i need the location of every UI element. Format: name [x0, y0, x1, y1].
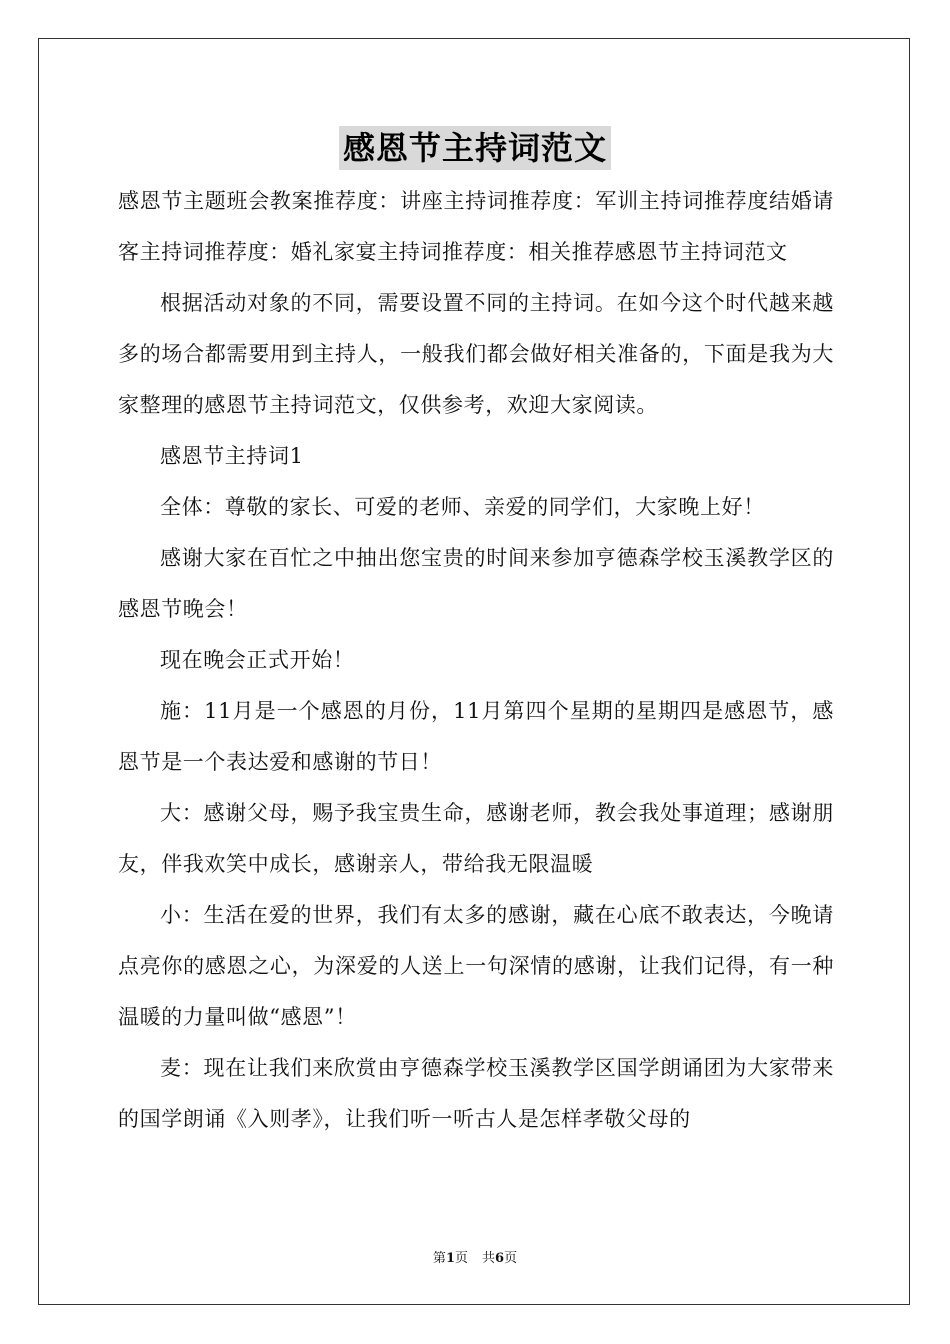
document-title: 感恩节主持词范文 [339, 126, 611, 170]
paragraph-xiao: 小：生活在爱的世界，我们有太多的感谢，藏在心底不敢表达，今晚请点亮你的感恩之心，为深爱的人送上一句深情的感谢，让我们记得，有一种温暖的力量叫做“感恩”！ [118, 903, 834, 1029]
paragraph-related-links: 感恩节主题班会教案推荐度：讲座主持词推荐度：军训主持词推荐度结婚请客主持词推荐度：婚礼家宴主持词推荐度：相关推荐感恩节主持词范文 [118, 189, 834, 264]
total-unit: 页 [504, 1251, 518, 1266]
page-unit: 页 [454, 1251, 468, 1266]
section-heading-1: 感恩节主持词1 [160, 444, 304, 468]
paragraph-intro: 根据活动对象的不同，需要设置不同的主持词。在如今这个时代越来越多的场合都需要用到主持人，一般我们都会做好相关准备的，下面是我为大家整理的感恩节主持词范文，仅供参考，欢迎大家阅读。 [118, 291, 834, 417]
page-current: 1 [445, 1251, 455, 1266]
paragraph-greeting: 全体：尊敬的家长、可爱的老师、亲爱的同学们，大家晚上好！ [160, 495, 765, 519]
paragraph-thanks: 感谢大家在百忙之中抽出您宝贵的时间来参加亨德森学校玉溪教学区的感恩节晚会！ [118, 546, 834, 621]
page-prefix: 第 [432, 1251, 446, 1266]
title-container [0, 126, 950, 170]
paragraph-da: 大：感谢父母，赐予我宝贵生命，感谢老师，教会我处事道理；感谢朋友，伴我欢笑中成长，感谢亲人，带给我无限温暖 [118, 801, 834, 876]
page-footer [0, 1247, 950, 1266]
paragraph-mai: 麦：现在让我们来欣赏由亨德森学校玉溪教学区国学朗诵团为大家带来的国学朗诵《入则孝》，让我们听一听古人是怎样孝敬父母的 [118, 1056, 834, 1131]
document-body [118, 176, 834, 1145]
page-total: 6 [495, 1251, 505, 1266]
paragraph-opening: 现在晚会正式开始！ [160, 648, 355, 672]
total-prefix: 共 [482, 1251, 496, 1266]
paragraph-shi: 施：11月是一个感恩的月份，11月第四个星期的星期四是感恩节，感恩节是一个表达爱和感谢的节日！ [118, 699, 834, 774]
